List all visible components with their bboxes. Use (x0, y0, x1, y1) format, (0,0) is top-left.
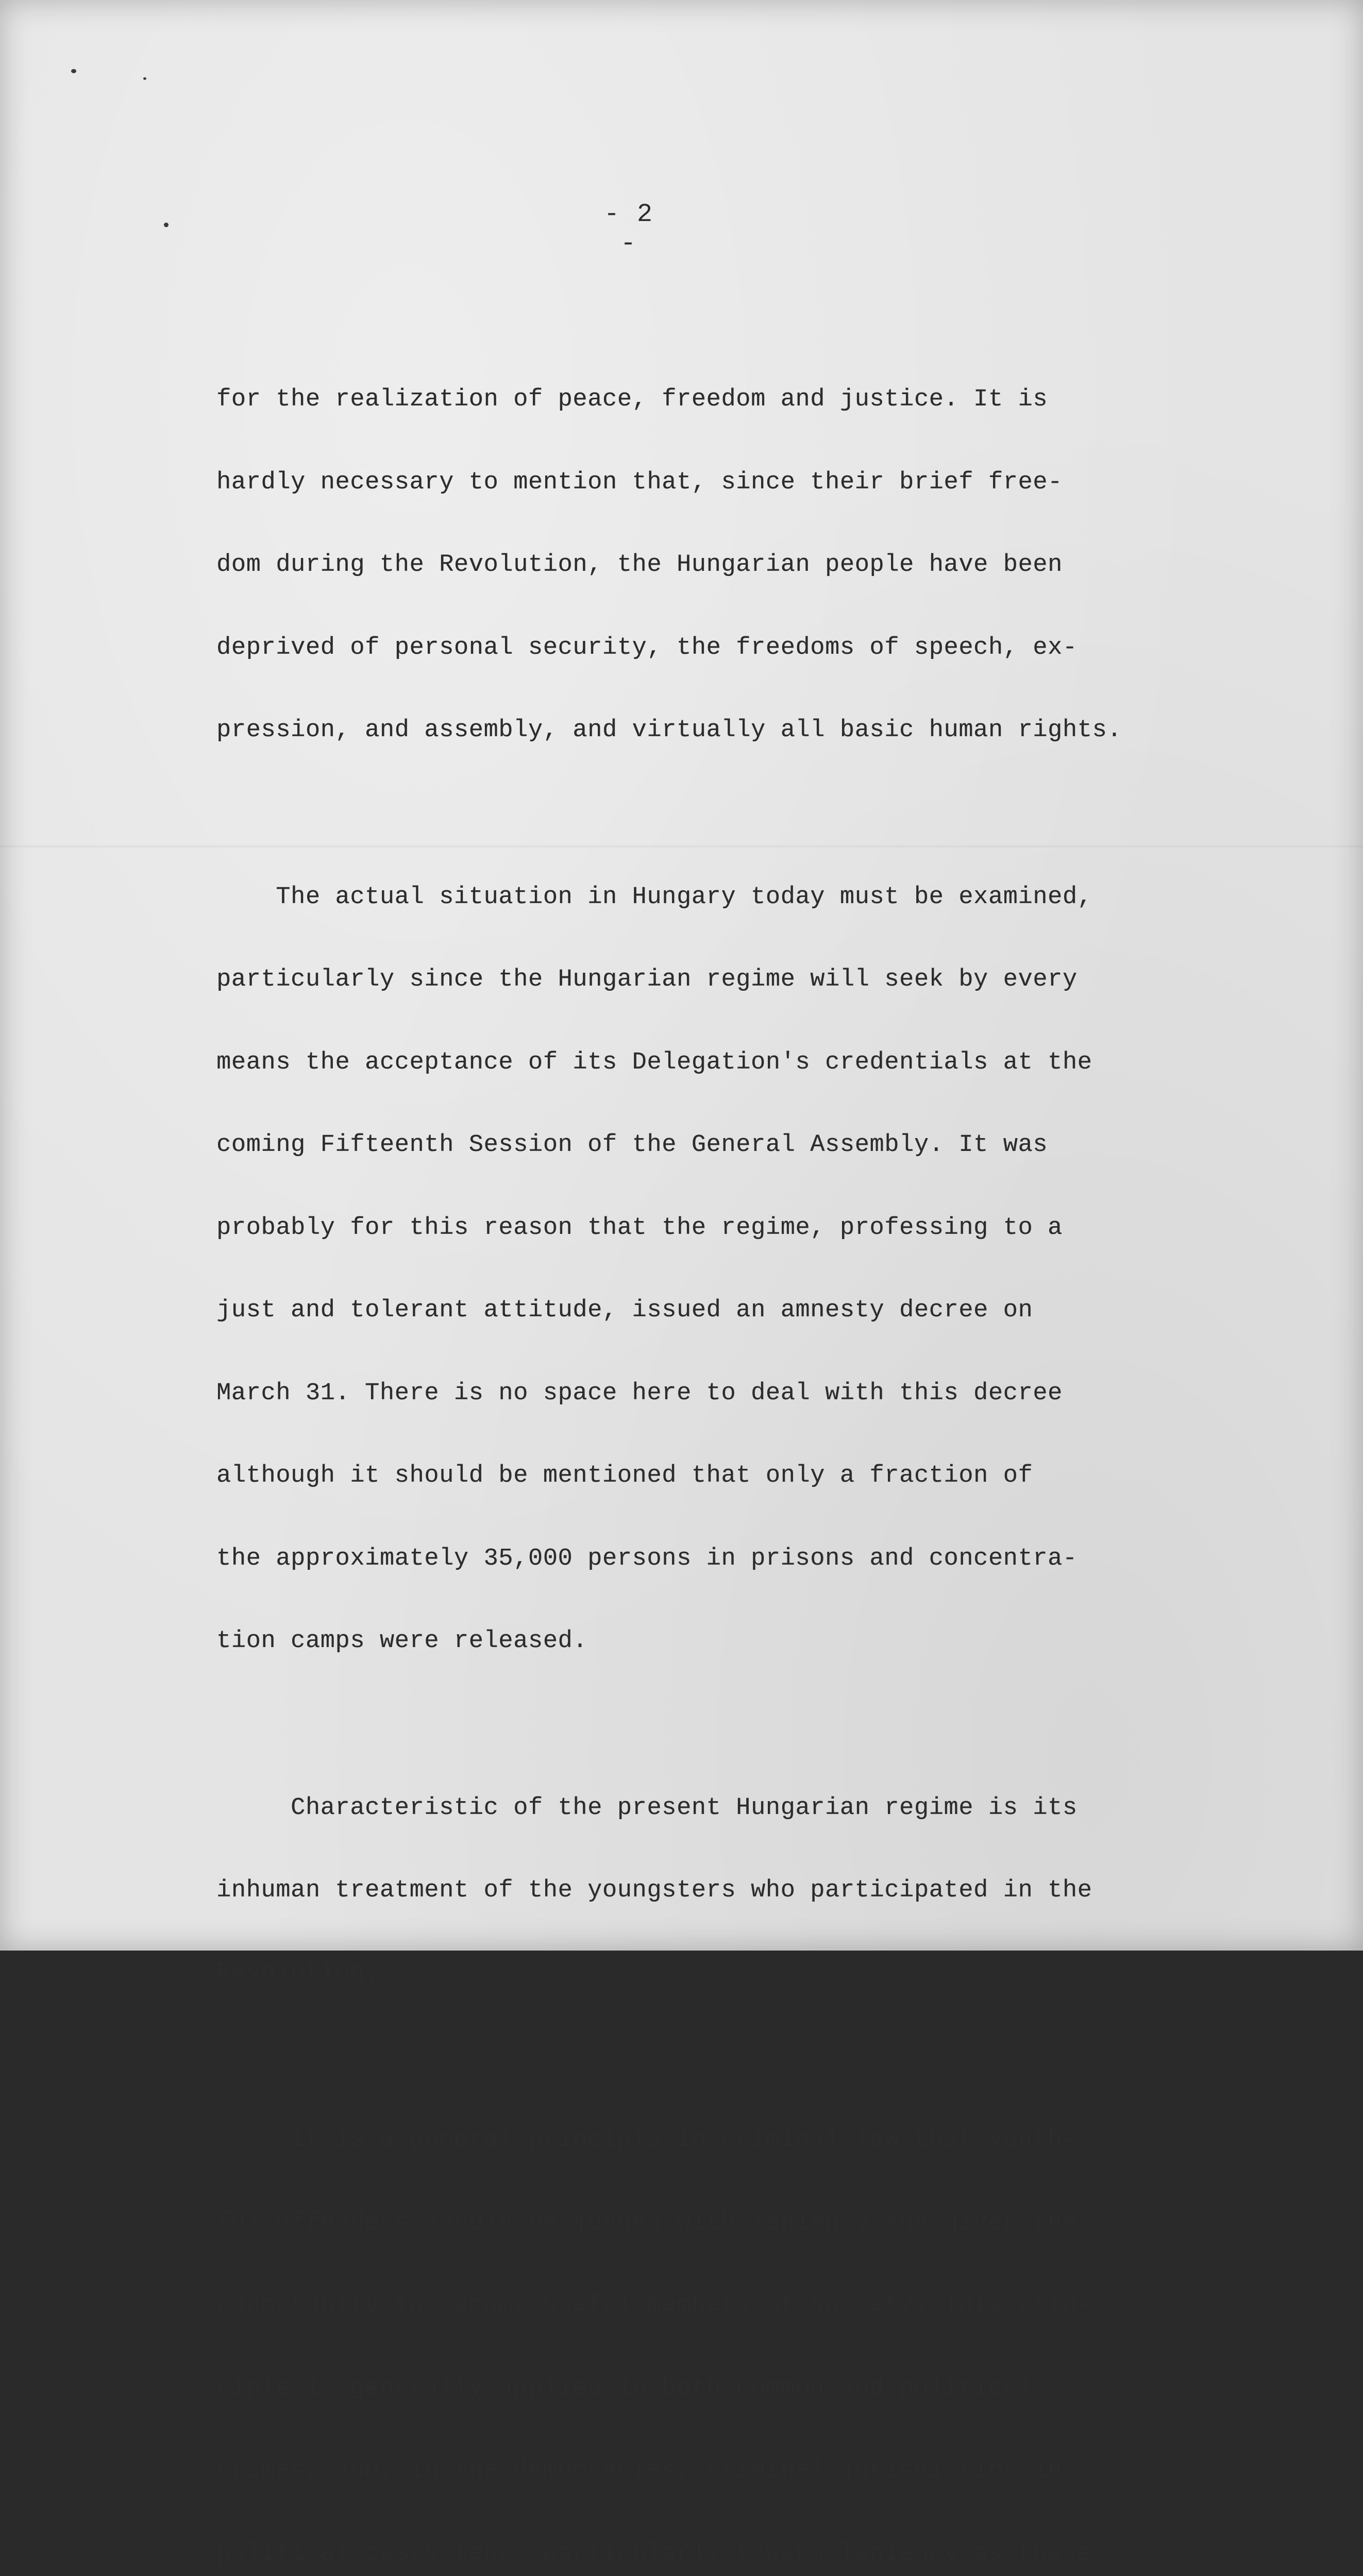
text-line: coming Fifteenth Session of the General Assembly. It was (216, 1131, 1048, 1159)
text-line: tion camps were released. (216, 1628, 588, 1655)
paragraph (216, 1739, 1216, 2043)
text-line: just and tolerant attitude, issued an amnesty decree on (216, 1297, 1033, 1324)
paragraph (216, 828, 1216, 1710)
text-line: particularly since the Hungarian regime will seek by every (216, 966, 1078, 993)
text-line: hardly necessary to mention that, since their brief free- (216, 468, 1063, 496)
text-line: opportunity to become useful members of society. This prin- (216, 2292, 1092, 2319)
text-line: dom during the Revolution, the Hungarian people have been (216, 551, 1063, 579)
text-line: Characteristic of the present Hungarian regime is its (216, 1794, 1078, 1822)
text-line: the approximately 35,000 persons in prisons and concentra- (216, 1545, 1078, 1572)
text-line: Revolution. (216, 1959, 380, 1987)
text-line: for the realization of peace, freedom and justice. It is (216, 386, 1048, 413)
paper-speck (143, 77, 146, 80)
document-body (216, 331, 1216, 2576)
paper-speck (164, 223, 169, 227)
page-number: - 2 - (603, 200, 653, 259)
paragraph (216, 2071, 1216, 2576)
text-line: March 31. There is no space here to deal with this decree (216, 1379, 1063, 1407)
text-line: It is a general principle in criminal law that youth- (216, 2126, 1078, 2154)
text-line: ful offenders should be judged with leniency and given the (216, 2209, 1078, 2236)
text-line: means the acceptance of its Delegation's credentials at the (216, 1048, 1092, 1076)
text-line: The actual situation in Hungary today must be examined, (216, 883, 1092, 911)
text-line: deprived of personal security, the freedoms of speech, ex- (216, 634, 1078, 662)
text-line: ciple is generally applied in both common and political (216, 2374, 1033, 2402)
paper-speck (71, 69, 76, 73)
text-line: political cases tends particularly toward leniency as these (216, 2539, 1092, 2567)
text-line: probably for this reason that the regime, professing to a (216, 1214, 1063, 1242)
text-line: pression, and assembly, and virtually all basic human rights. (216, 717, 1122, 744)
text-line: crimes, and, in the democracies, criminal jurisdiction in (216, 2457, 1063, 2484)
paragraph (216, 331, 1216, 800)
text-line: although it should be mentioned that only a fraction of (216, 1462, 1033, 1489)
text-line: inhuman treatment of the youngsters who participated in the (216, 1877, 1092, 1904)
